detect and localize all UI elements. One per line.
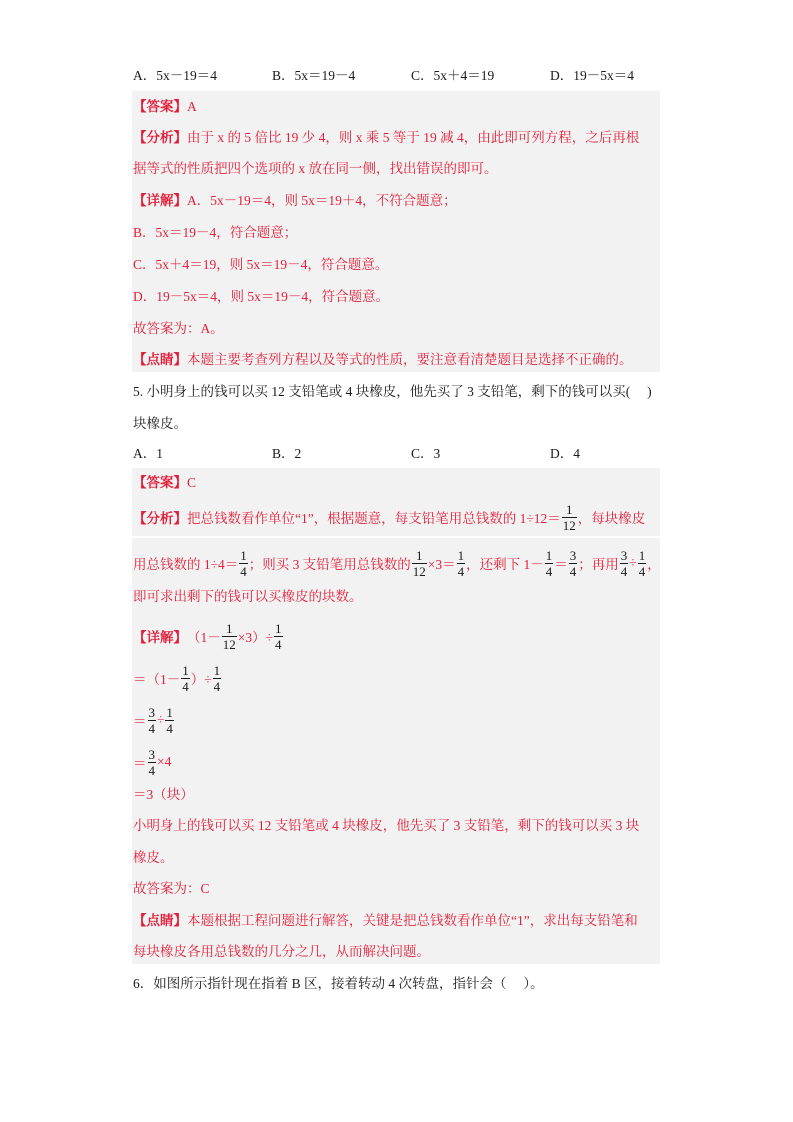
q5-option-a: A．1 <box>133 446 163 461</box>
denominator: 4 <box>213 678 221 694</box>
detail-tag: 【详解】 <box>133 193 187 208</box>
analysis-text: ， <box>647 557 661 572</box>
q4-answer <box>133 98 197 116</box>
fraction-one-fourth <box>274 621 283 652</box>
denominator: 4 <box>275 636 282 652</box>
denominator: 12 <box>412 563 426 579</box>
q5-option-c: C．3 <box>411 446 441 461</box>
denominator: 4 <box>620 563 628 579</box>
analysis-text: 由于 x 的 5 倍比 19 少 4，则 x 乘 5 等于 19 减 4，由此即可列方程，之后再根 <box>187 130 640 145</box>
numerator: 1 <box>213 662 221 678</box>
denominator: 4 <box>240 563 247 579</box>
q4-analysis-line1 <box>133 129 639 147</box>
q4-detail-line3: C．5x＋4＝19，则 5x＝19－4，符合题意。 <box>133 257 389 272</box>
q6-stem: 6．如图所示指针现在指着 B 区，接着转动 4 次转盘，指针会（ ）。 <box>133 976 544 991</box>
fraction-one-twelfth <box>222 621 237 652</box>
fraction-three-fourths <box>148 705 157 736</box>
analysis-text: ；再用 <box>578 557 619 572</box>
denominator: 12 <box>222 636 236 652</box>
q4-comment <box>133 351 633 369</box>
numerator: 1 <box>226 620 233 636</box>
comment-text: 本题根据工程问题进行解答，关键是把总钱数看作单位“1”，求出每支铅笔和 <box>187 913 638 928</box>
analysis-text: ；则买 3 支铅笔用总钱数的 <box>248 557 411 572</box>
denominator: 4 <box>457 563 465 579</box>
numerator: 3 <box>620 547 628 563</box>
fraction-three-fourths <box>569 548 578 579</box>
q5-analysis-line3: 即可求出剩下的钱可以买橡皮的块数。 <box>133 589 363 604</box>
q5-analysis-line1 <box>133 497 645 537</box>
fraction-three-fourths <box>620 548 629 579</box>
numerator: 1 <box>166 704 173 720</box>
denominator: 4 <box>545 563 553 579</box>
denominator: 12 <box>562 517 576 533</box>
fraction-one-fourth <box>181 663 190 694</box>
numerator: 1 <box>566 501 573 517</box>
denominator: 4 <box>148 762 155 778</box>
numerator: 1 <box>275 620 282 636</box>
q4-detail-line4: D．19－5x＝4，则 5x＝19－4，符合题意。 <box>133 289 390 304</box>
denominator: 4 <box>569 563 577 579</box>
numerator: 1 <box>182 662 189 678</box>
numerator: 3 <box>148 746 155 762</box>
denominator: 4 <box>148 720 155 736</box>
fraction-one-fourth <box>239 548 248 579</box>
answer-tag: 【答案】 <box>133 475 187 490</box>
analysis-tag: 【分析】 <box>133 130 187 145</box>
analysis-text: 用总钱数的 1÷4＝ <box>133 557 239 572</box>
q5-detail-step4 <box>133 742 171 782</box>
step-text: ×4 <box>157 754 172 769</box>
comment-text: 本题主要考查列方程以及等式的性质，要注意看清楚题目是选择不正确的。 <box>187 352 633 367</box>
q4-option-d: D．19－5x＝4 <box>550 68 634 83</box>
analysis-text: ÷ <box>629 555 637 570</box>
q5-comment-line1 <box>133 912 638 930</box>
numerator: 1 <box>416 547 423 563</box>
answer-tag: 【答案】 <box>133 99 187 114</box>
q5-answer-sentence-line2: 橡皮。 <box>133 850 174 865</box>
fraction-one-fourth <box>213 663 222 694</box>
answer-value: C <box>187 475 197 490</box>
analysis-text: ，还剩下 1－ <box>466 557 544 572</box>
numerator: 1 <box>240 547 247 563</box>
numerator: 1 <box>545 547 553 563</box>
step-text: ＝ <box>133 756 147 771</box>
q5-option-b: B．2 <box>272 446 302 461</box>
q5-answer <box>133 474 196 492</box>
step-text: ）÷ <box>190 672 212 687</box>
q4-detail-line1 <box>133 192 457 210</box>
q5-analysis-line2 <box>133 543 661 583</box>
denominator: 4 <box>182 678 189 694</box>
q5-detail-step1 <box>133 616 284 656</box>
step-text: ＝（1－ <box>133 672 181 687</box>
q5-detail-step5: ＝3（块） <box>133 787 194 802</box>
q4-option-a: A．5x－19＝4 <box>133 68 217 83</box>
q4-analysis-line2: 据等式的性质把四个选项的 x 放在同一侧，找出错误的即可。 <box>133 161 498 176</box>
fraction-one-fourth <box>457 548 466 579</box>
numerator: 1 <box>638 547 646 563</box>
q5-conclusion: 故答案为：C <box>133 881 210 896</box>
q5-detail-step3 <box>133 700 175 740</box>
q4-conclusion: 故答案为：A。 <box>133 321 224 336</box>
numerator: 3 <box>148 704 155 720</box>
analysis-text: ×3＝ <box>427 557 456 572</box>
fraction-one-twelfth <box>412 548 427 579</box>
step-text: ÷ <box>157 712 165 727</box>
q4-option-c: C．5x＋4＝19 <box>411 68 495 83</box>
fraction-one-twelfth <box>562 502 577 533</box>
denominator: 4 <box>166 720 173 736</box>
q4-detail-line2: B．5x＝19－4，符合题意； <box>133 225 298 240</box>
q5-answer-sentence-line1: 小明身上的钱可以买 12 支铅笔或 4 块橡皮，他先买了 3 支铅笔，剩下的钱可以买 3 块 <box>133 818 640 833</box>
step-text: ＝ <box>133 714 147 729</box>
answer-value: A <box>187 99 197 114</box>
fraction-one-fourth <box>638 548 647 579</box>
analysis-tag: 【分析】 <box>133 511 187 526</box>
numerator: 1 <box>457 547 465 563</box>
q5-stem-line2: 块橡皮。 <box>133 416 187 431</box>
q4-option-b: B．5x＝19－4 <box>272 68 356 83</box>
q5-option-d: D．4 <box>550 446 580 461</box>
fraction-one-fourth <box>165 705 174 736</box>
fraction-one-fourth <box>545 548 554 579</box>
fraction-three-fourths <box>148 747 157 778</box>
analysis-text: ，每块橡皮 <box>577 511 646 526</box>
detail-text: A．5x－19＝4，则 5x＝19＋4，不符合题意； <box>187 193 457 208</box>
detail-tag: 【详解】 <box>133 630 187 645</box>
step-text: ×3）÷ <box>237 630 274 645</box>
comment-tag: 【点睛】 <box>133 913 187 928</box>
q5-stem-line1: 5. 小明身上的钱可以买 12 支铅笔或 4 块橡皮，他先买了 3 支铅笔，剩下的钱可以买( ) <box>133 384 652 399</box>
denominator: 4 <box>638 563 646 579</box>
analysis-text: ＝ <box>554 557 568 572</box>
comment-tag: 【点睛】 <box>133 352 187 367</box>
analysis-text: 把总钱数看作单位“1”，根据题意，每支铅笔用总钱数的 1÷12＝ <box>187 511 561 526</box>
q5-detail-step2 <box>133 658 222 698</box>
numerator: 3 <box>569 547 577 563</box>
q5-comment-line2: 每块橡皮各用总钱数的几分之几，从而解决问题。 <box>133 944 430 959</box>
step-text: （1－ <box>187 630 221 645</box>
